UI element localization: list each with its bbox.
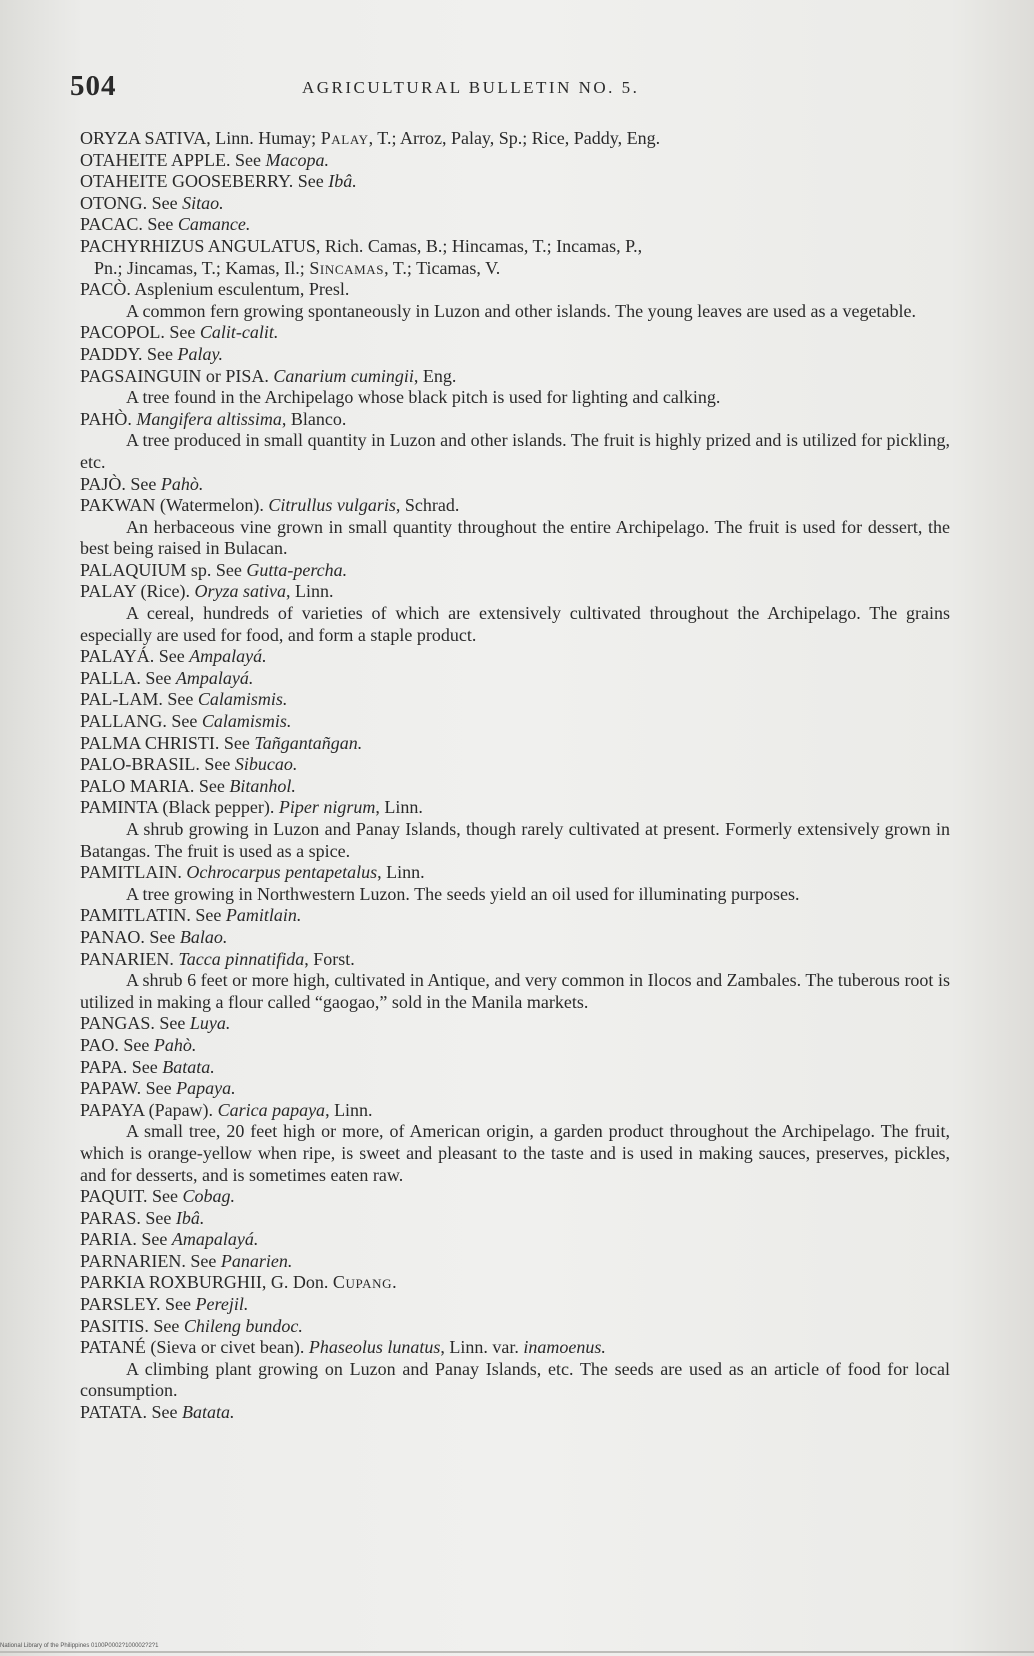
entry-description: A tree growing in Northwestern Luzon. The seeds yield an oil used for illuminating purposes. <box>126 883 800 904</box>
entry-text: PACOPOL. See <box>80 322 200 343</box>
dictionary-entry <box>80 949 950 1014</box>
entry-description: A tree produced in small quantity in Luzon and other islands. The fruit is highly prized and is utilized for pickling, etc. <box>80 430 950 472</box>
italic-reference: Batata. <box>162 1056 215 1077</box>
italic-reference: Pahò. <box>160 473 204 494</box>
entry-text: PAL-LAM. See <box>80 689 198 710</box>
dictionary-entry <box>80 322 950 344</box>
dictionary-entry <box>80 344 950 366</box>
dictionary-entry <box>80 733 950 755</box>
small-caps-name: Palay <box>320 128 369 148</box>
italic-reference: Citrullus vulgaris <box>268 495 396 516</box>
entry-description: A shrub growing in Luzon and Panay Islands, though rarely cultivated at present. Formerly extensively grown in Batangas. The fruit is used as a spice. <box>80 819 950 861</box>
entry-text: PALAY (Rice). <box>80 581 195 602</box>
entry-text: , T.; Arroz, Palay, Sp.; Rice, Paddy, Eng. <box>368 128 661 148</box>
entry-text: PAPAYA (Papaw). <box>80 1099 218 1120</box>
dictionary-entry <box>80 1186 950 1208</box>
italic-reference: Ochrocarpus pentapetalus <box>186 862 378 883</box>
dictionary-entry <box>80 150 950 172</box>
dictionary-entry <box>80 689 950 711</box>
dictionary-entry <box>80 905 950 927</box>
dictionary-entry <box>80 1402 950 1424</box>
entry-text: PANAO. See <box>80 926 180 947</box>
entry-headline <box>80 560 950 582</box>
italic-reference: Ampalayá. <box>189 646 267 667</box>
dictionary-entry <box>80 668 950 690</box>
entry-text: Pn.; Jincamas, T.; Kamas, Il.; <box>94 257 310 278</box>
italic-reference: Batata. <box>181 1402 235 1423</box>
entry-continuation <box>80 258 950 280</box>
entry-headline <box>80 949 950 971</box>
entry-text: PADDY. See <box>80 343 178 364</box>
entry-text: , T.; Ticamas, V. <box>384 257 501 278</box>
entry-headline <box>80 1208 950 1230</box>
italic-reference: Camance. <box>177 214 251 235</box>
entry-headline <box>80 1251 950 1273</box>
dictionary-entry <box>80 1057 950 1079</box>
entry-text: PALO MARIA. See <box>80 775 230 796</box>
entry-text: PAMITLATIN. See <box>80 905 226 926</box>
dictionary-entry <box>80 171 950 193</box>
entry-text: , Linn. <box>377 862 425 883</box>
entry-headline <box>80 193 950 215</box>
italic-reference: Calamismis. <box>201 711 292 732</box>
entry-headline <box>80 927 950 949</box>
entry-description: A shrub 6 feet or more high, cultivated in Antique, and very common in Ilocos and Zambales. The tuberous root is utilized in making a flour called “gaogao,” sold in the Manila markets. <box>80 970 950 1012</box>
italic-reference: Palay. <box>177 343 224 364</box>
italic-reference: Calit-calit. <box>199 322 279 343</box>
entry-headline <box>80 905 950 927</box>
entry-text: PARNARIEN. See <box>80 1250 221 1271</box>
entry-text: PAPAW. See <box>80 1078 177 1099</box>
entry-headline <box>80 1100 950 1122</box>
italic-reference: Piper nigrum <box>278 797 376 818</box>
dictionary-entry <box>80 711 950 733</box>
italic-reference: Sitao. <box>182 192 224 213</box>
entry-headline <box>80 711 950 733</box>
dictionary-entry <box>80 1100 950 1186</box>
entry-headline <box>80 1013 950 1035</box>
entry-text: PAGSAINGUIN or PISA. <box>80 365 274 386</box>
entry-headline <box>80 128 950 150</box>
entry-text: , Linn. <box>325 1099 373 1120</box>
dictionary-entry <box>80 1337 950 1402</box>
entry-text: PALMA CHRISTI. See <box>80 732 255 753</box>
dictionary-entry <box>80 581 950 646</box>
italic-reference: Tañgantañgan. <box>254 732 363 753</box>
entry-description: A cereal, hundreds of varieties of which are extensively cultivated throughout the Archipelago. The grains especially are used for food, and form a staple product. <box>80 603 950 645</box>
entry-text: OTONG. See <box>80 192 183 213</box>
italic-reference: Ampalayá. <box>175 667 254 688</box>
footer-rule <box>0 1651 1034 1653</box>
entry-text: PALLANG. See <box>80 711 202 732</box>
dictionary-entry <box>80 776 950 798</box>
dictionary-entry <box>80 1316 950 1338</box>
entry-description: An herbaceous vine grown in small quantity throughout the entire Archipelago. The fruit is used for dessert, the best being raised in Bulacan. <box>80 516 950 559</box>
entry-headline <box>80 279 950 301</box>
entry-text: PANGAS. See <box>80 1013 190 1034</box>
entry-text: OTAHEITE APPLE. See <box>80 149 266 170</box>
entry-headline <box>80 733 950 755</box>
dictionary-entry <box>80 560 950 582</box>
entry-text: PATATA. See <box>80 1402 182 1423</box>
entry-text: ORYZA SATIVA, Linn. Humay; <box>80 128 321 148</box>
dictionary-entry <box>80 193 950 215</box>
entry-headline <box>80 1186 950 1208</box>
running-head: AGRICULTURAL BULLETIN NO. 5. <box>302 78 640 97</box>
entry-headline <box>80 236 950 258</box>
italic-reference: Perejil. <box>195 1294 249 1315</box>
entry-headline <box>80 171 950 193</box>
dictionary-entry <box>80 1272 950 1294</box>
dictionary-entries <box>80 128 950 1424</box>
dictionary-entry <box>80 236 950 279</box>
italic-reference: Papaya. <box>176 1078 236 1099</box>
dictionary-entry <box>80 1208 950 1230</box>
entry-headline <box>80 1402 950 1424</box>
entry-headline <box>80 581 950 603</box>
entry-headline <box>80 344 950 366</box>
entry-headline <box>80 1229 950 1251</box>
entry-text: PANARIEN. <box>80 948 179 969</box>
entry-text: PARAS. See <box>80 1207 176 1228</box>
italic-reference: Bitanhol. <box>229 775 296 796</box>
entry-headline <box>80 689 950 711</box>
entry-text: PARIA. See <box>80 1229 172 1250</box>
entry-headline <box>80 1035 950 1057</box>
entry-text: PASITIS. See <box>80 1315 184 1336</box>
dictionary-entry <box>80 797 950 862</box>
dictionary-entry <box>80 366 950 409</box>
entry-text: PARKIA ROXBURGHII, G. Don. <box>80 1272 333 1293</box>
entry-text: , Linn. <box>286 581 334 602</box>
dictionary-entry <box>80 1013 950 1035</box>
dictionary-entry <box>80 862 950 905</box>
entry-text: PARSLEY. See <box>80 1294 196 1315</box>
entry-text: PAJÒ. See <box>80 473 161 494</box>
italic-reference: Mangifera altissima <box>136 408 282 429</box>
entry-text: OTAHEITE GOOSEBERRY. See <box>80 171 329 192</box>
entry-headline <box>80 474 950 496</box>
italic-reference: inamoenus. <box>523 1337 606 1358</box>
italic-reference: Phaseolus lunatus <box>308 1337 441 1358</box>
dictionary-entry <box>80 754 950 776</box>
small-caps-name: Sincamas <box>309 257 385 278</box>
dictionary-entry <box>80 128 950 150</box>
entry-headline <box>80 1337 950 1359</box>
dictionary-entry <box>80 214 950 236</box>
italic-reference: Panarien. <box>220 1250 293 1271</box>
entry-headline <box>80 1272 950 1294</box>
entry-description: A tree found in the Archipelago whose black pitch is used for lighting and calking. <box>126 387 721 408</box>
entry-text: , Eng. <box>413 365 457 386</box>
entry-headline <box>80 214 950 236</box>
entry-text: , Blanco. <box>281 408 347 429</box>
page-number: 504 <box>70 70 117 102</box>
entry-text: PAPA. See <box>80 1056 163 1077</box>
dictionary-entry <box>80 1078 950 1100</box>
entry-headline <box>80 1316 950 1338</box>
italic-reference: Macopa. <box>265 149 330 170</box>
italic-reference: Sibucao. <box>234 754 298 775</box>
italic-reference: Balao. <box>179 926 228 947</box>
italic-reference: Calamismis. <box>197 689 288 710</box>
italic-reference: Carica papaya <box>217 1099 326 1120</box>
entry-text: PALAQUIUM sp. See <box>80 559 247 580</box>
entry-description: A common fern growing spontaneously in Luzon and other islands. The young leaves are used as a vegetable. <box>126 300 916 321</box>
entry-headline <box>80 322 950 344</box>
italic-reference: Ibâ. <box>328 171 357 192</box>
italic-reference: Canarium cumingii <box>273 365 414 386</box>
italic-reference: Pahò. <box>153 1034 197 1055</box>
italic-reference: Luya. <box>189 1013 231 1034</box>
italic-reference: Pamitlain. <box>225 905 302 926</box>
entry-text: PAO. See <box>80 1034 154 1055</box>
entry-headline <box>80 495 950 517</box>
entry-text: PAQUIT. See <box>80 1186 183 1207</box>
entry-headline <box>80 797 950 819</box>
entry-headline <box>80 754 950 776</box>
entry-text: PAMINTA (Black pepper). <box>80 797 279 818</box>
entry-text: PALLA. See <box>80 667 176 688</box>
italic-reference: Tacca pinnatifida <box>178 948 305 969</box>
entry-text: , Forst. <box>304 948 355 969</box>
entry-headline <box>80 150 950 172</box>
entry-headline <box>80 1057 950 1079</box>
entry-text: PATANÉ (Sieva or civet bean). <box>80 1337 309 1358</box>
dictionary-entry <box>80 1251 950 1273</box>
page-header <box>70 70 950 110</box>
dictionary-entry <box>80 1035 950 1057</box>
entry-headline <box>80 1078 950 1100</box>
entry-headline <box>80 366 950 388</box>
dictionary-entry <box>80 927 950 949</box>
dictionary-entry <box>80 474 950 496</box>
entry-text: PACAC. See <box>80 214 178 235</box>
entry-headline <box>80 646 950 668</box>
entry-text: , Schrad. <box>395 495 460 516</box>
dictionary-entry <box>80 495 950 560</box>
entry-text: , Linn. var. <box>440 1337 524 1358</box>
entry-text: PALO-BRASIL. See <box>80 754 235 775</box>
italic-reference: Cobag. <box>182 1186 236 1207</box>
entry-headline <box>80 862 950 884</box>
entry-headline <box>80 1294 950 1316</box>
entry-headline <box>80 776 950 798</box>
small-caps-name: Cupang. <box>332 1272 398 1293</box>
entry-text: PAMITLAIN. <box>80 862 187 883</box>
entry-headline <box>80 668 950 690</box>
entry-text: , Linn. <box>375 797 423 818</box>
italic-reference: Amapalayá. <box>171 1229 259 1250</box>
entry-text: PAKWAN (Watermelon). <box>80 495 269 516</box>
italic-reference: Ibâ. <box>175 1207 205 1228</box>
dictionary-entry <box>80 1229 950 1251</box>
entry-text: PACHYRHIZUS ANGULATUS, Rich. Camas, B.; Hincamas, T.; Incamas, P., <box>80 235 643 256</box>
entry-text: PALAYÁ. See <box>80 646 190 667</box>
italic-reference: Oryza sativa <box>194 581 287 602</box>
entry-headline <box>80 409 950 431</box>
entry-description: A small tree, 20 feet high or more, of American origin, a garden product throughout the Archipelago. The fruit, which is orange-yellow when ripe, is sweet and pleasant to the taste and is used in making sauces, preserves, pickles, and for desserts, and is sometimes eaten raw. <box>80 1121 950 1185</box>
entry-description: A climbing plant growing on Luzon and Panay Islands, etc. The seeds are used as an article of food for local consumption. <box>80 1358 950 1401</box>
dictionary-entry <box>80 1294 950 1316</box>
footer-credit: National Library of the Philippines 0100P0002?100002?2?1 <box>0 1643 159 1649</box>
italic-reference: Chileng bundoc. <box>183 1315 303 1336</box>
dictionary-entry <box>80 279 950 322</box>
dictionary-entry <box>80 409 950 474</box>
entry-text: PAHÒ. <box>80 408 137 429</box>
dictionary-entry <box>80 646 950 668</box>
entry-text: PACÒ. Asplenium esculentum, Presl. <box>80 279 350 300</box>
italic-reference: Gutta-percha. <box>246 559 348 580</box>
